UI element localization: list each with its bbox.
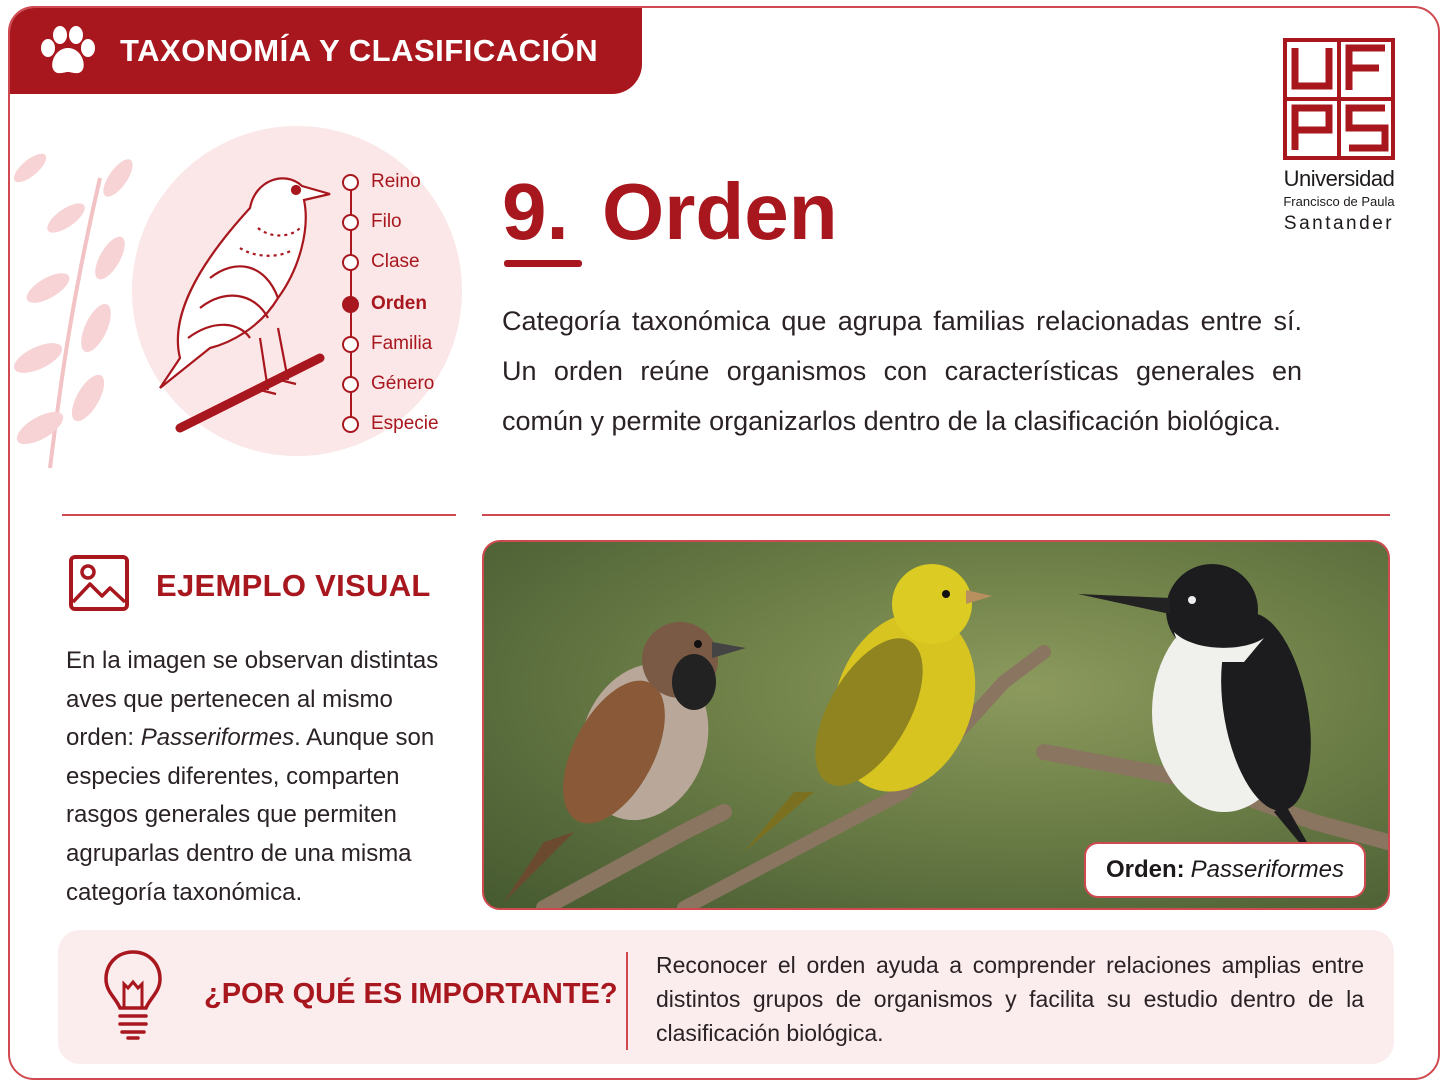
page-title: Orden xyxy=(602,167,838,256)
lightbulb-icon xyxy=(102,948,164,1044)
example-text xyxy=(66,642,446,912)
importance-text: Reconocer el orden ayuda a comprender relaciones amplias entre distintos grupos de organismos y facilita su estudio dentro de la clasificación biológica. xyxy=(656,952,1364,1046)
taxonomy-dot xyxy=(342,254,359,271)
logo-line-francisco: Francisco de Paula xyxy=(1283,194,1395,209)
taxonomy-dot xyxy=(342,336,359,353)
taxonomy-label: Género xyxy=(371,373,435,394)
section-number: 9. xyxy=(502,167,569,256)
definition-text: Categoría taxonómica que agrupa familias relacionadas entre sí. Un orden reúne organismos con características generales en común y permite organizarlos dentro de la clasificación biológica. xyxy=(502,306,1302,436)
taxonomy-dot xyxy=(342,416,359,433)
image-icon xyxy=(68,554,130,612)
caption-value: Passeriformes xyxy=(1190,856,1345,883)
header-title: TAXONOMÍA Y CLASIFICACIÓN xyxy=(120,33,599,68)
taxonomy-label: Especie xyxy=(371,413,439,434)
example-text-before: En la imagen se observan distintas aves que pertenecen al mismo orden: xyxy=(66,647,439,752)
taxonomy-item xyxy=(342,250,420,274)
paw-icon xyxy=(38,24,98,78)
divider-right xyxy=(482,514,1390,516)
taxonomy-dot-active xyxy=(342,296,359,313)
logo-line-santander: Santander xyxy=(1283,213,1395,234)
example-heading: EJEMPLO VISUAL xyxy=(156,568,431,603)
birds-photo xyxy=(482,540,1390,910)
taxonomy-dot xyxy=(342,214,359,231)
photo-caption xyxy=(1084,842,1366,898)
bird-sketch-icon xyxy=(140,158,350,448)
example-text-italic: Passeriformes xyxy=(140,724,295,752)
ufps-logo-mark xyxy=(1283,38,1395,160)
taxonomy-dot xyxy=(342,174,359,191)
taxonomy-item xyxy=(342,170,421,194)
section-number-underline xyxy=(504,260,582,267)
taxonomy-dot xyxy=(342,376,359,393)
importance-separator xyxy=(626,952,628,1050)
taxonomy-list xyxy=(342,168,462,438)
header-banner xyxy=(10,8,642,94)
logo-line-universidad: Universidad xyxy=(1283,166,1395,191)
taxonomy-item xyxy=(342,210,402,234)
taxonomy-label: Clase xyxy=(371,251,420,272)
taxonomy-label-active: Orden xyxy=(371,293,427,314)
caption-label: Orden: xyxy=(1105,856,1185,883)
example-text-after: . Aunque son especies diferentes, comparten rasgos generales que permiten agruparlas dentro de una misma categoría taxonómica. xyxy=(66,724,435,906)
taxonomy-label: Reino xyxy=(371,171,421,192)
importance-box xyxy=(58,930,1394,1064)
taxonomy-label: Familia xyxy=(371,333,433,354)
taxonomy-label: Filo xyxy=(371,211,402,232)
importance-heading: ¿POR QUÉ ES IMPORTANTE? xyxy=(204,978,618,1010)
taxonomy-item xyxy=(342,372,434,396)
university-logo xyxy=(1280,38,1398,235)
taxonomy-item xyxy=(342,412,439,436)
taxonomy-item xyxy=(342,332,432,356)
decorative-leaves-icon xyxy=(10,138,150,478)
page-frame xyxy=(8,6,1440,1080)
taxonomy-item-active xyxy=(342,292,427,316)
divider-left xyxy=(62,514,456,516)
